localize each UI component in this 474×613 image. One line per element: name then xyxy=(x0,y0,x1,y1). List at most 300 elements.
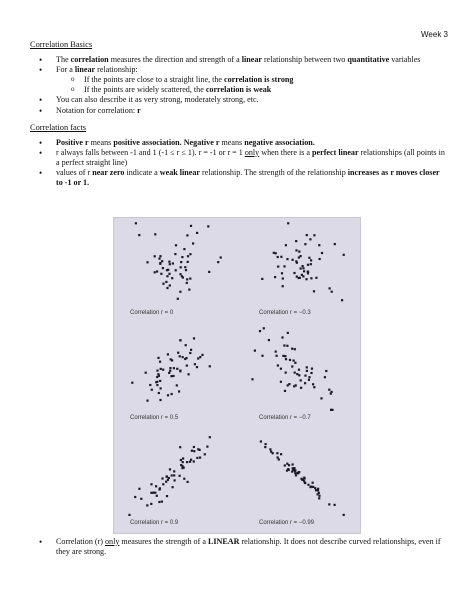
scatter-point xyxy=(298,277,300,279)
scatter-point xyxy=(150,492,152,494)
scatter-point xyxy=(263,327,265,329)
scatter-point xyxy=(171,359,173,361)
scatter-point xyxy=(179,446,181,448)
scatter-point xyxy=(298,369,300,371)
scatter-point xyxy=(172,375,174,377)
scatter-point xyxy=(300,478,302,480)
scatter-point xyxy=(171,393,173,395)
scatter-point xyxy=(308,379,310,381)
scatter-point xyxy=(321,252,323,254)
scatter-point xyxy=(286,345,288,347)
scatter-point xyxy=(171,277,173,279)
scatter-point xyxy=(196,457,198,459)
scatter-point xyxy=(275,252,277,254)
scatter-point xyxy=(155,485,157,487)
scatter-point xyxy=(162,369,164,371)
scatter-point xyxy=(190,459,192,461)
scatter-point xyxy=(181,256,183,258)
scatter-point xyxy=(159,487,161,489)
scatter-point xyxy=(185,344,187,346)
scatter-point xyxy=(128,514,130,516)
scatter-point xyxy=(169,367,171,369)
scatter-point xyxy=(273,252,275,254)
scatter-point xyxy=(288,464,290,466)
scatter-point xyxy=(304,382,306,384)
facts-list xyxy=(30,138,446,188)
scatter-point xyxy=(196,232,198,234)
scatter-point xyxy=(315,277,317,279)
scatter-point xyxy=(312,383,314,385)
scatter-point xyxy=(186,282,188,284)
scatter-point xyxy=(259,330,261,332)
scatter-panel xyxy=(259,440,345,526)
scatter-point xyxy=(310,372,312,374)
scatter-point xyxy=(296,373,298,375)
scatter-point xyxy=(292,469,294,471)
scatter-point xyxy=(182,356,184,358)
scatter-point xyxy=(166,495,168,497)
scatter-point xyxy=(206,446,208,448)
scatter-point xyxy=(292,259,294,261)
scatter-point xyxy=(277,456,279,458)
scatter-point xyxy=(264,446,266,448)
scatter-point xyxy=(201,354,203,356)
scatter-point xyxy=(265,443,267,445)
scatter-point xyxy=(187,261,189,263)
scatter-point xyxy=(185,269,187,271)
sub-list xyxy=(56,75,446,95)
scatter-point xyxy=(152,492,154,494)
scatter-point xyxy=(182,461,184,463)
scatter-point xyxy=(334,243,336,245)
scatter-point xyxy=(175,269,177,271)
scatter-point xyxy=(285,244,287,246)
scatter-panel xyxy=(128,436,211,526)
scatter-point xyxy=(287,222,289,224)
scatter-point xyxy=(190,349,192,351)
scatter-point xyxy=(162,283,164,285)
scatter-point xyxy=(270,451,272,453)
scatter-point xyxy=(187,255,189,257)
sub-list-item: o If the points are widely scattered, the correlation is weak xyxy=(56,85,446,95)
scatter-point xyxy=(220,256,222,258)
scatter-point xyxy=(281,272,283,274)
scatter-point xyxy=(331,291,333,293)
scatter-point xyxy=(190,225,192,227)
scatter-point xyxy=(173,367,175,369)
scatter-point xyxy=(171,474,173,476)
scatter-point xyxy=(196,366,198,368)
scatter-panel xyxy=(259,222,345,316)
panel-label: Correlation r = −0.99 xyxy=(259,520,315,526)
scatter-point xyxy=(156,270,158,272)
scatter-point xyxy=(189,278,191,280)
scatter-point xyxy=(176,384,178,386)
scatter-point xyxy=(174,253,176,255)
scatter-point xyxy=(293,360,295,362)
list-item: • Notation for correlation: r xyxy=(30,106,446,116)
scatter-point xyxy=(146,261,148,263)
list-item: • The correlation measures the direction and strength of a linear relationship between two quantitative variables xyxy=(30,55,446,65)
scatter-point xyxy=(312,482,314,484)
scatter-point xyxy=(300,379,302,381)
scatter-point xyxy=(283,344,285,346)
scatter-point xyxy=(284,464,286,466)
scatter-point xyxy=(186,278,188,280)
scatter-point xyxy=(325,370,327,372)
scatter-point xyxy=(298,256,300,258)
scatter-point xyxy=(260,440,262,442)
scatter-point xyxy=(193,450,195,452)
scatter-point xyxy=(161,501,163,503)
panel-label: Correlation r = −0.3 xyxy=(259,310,311,316)
scatter-point xyxy=(180,261,182,263)
scatter-point xyxy=(140,498,142,500)
scatter-point xyxy=(207,225,209,227)
scatter-point xyxy=(305,278,307,280)
scatter-point xyxy=(156,370,158,372)
scatter-point xyxy=(184,266,186,268)
scatter-point xyxy=(294,372,296,374)
scatter-point xyxy=(165,281,167,283)
scatter-point xyxy=(160,368,162,370)
scatter-point xyxy=(329,287,331,289)
scatter-point xyxy=(186,365,188,367)
basics-list xyxy=(30,55,446,116)
scatter-point xyxy=(134,496,136,498)
scatter-point xyxy=(138,488,140,490)
scatter-point xyxy=(173,470,175,472)
scatter-point xyxy=(169,370,171,372)
scatter-point xyxy=(295,249,297,251)
scatter-point xyxy=(289,359,291,361)
scatter-point xyxy=(186,461,188,463)
scatter-point xyxy=(187,481,189,483)
scatter-point xyxy=(172,262,174,264)
scatter-point xyxy=(189,253,191,255)
scatter-point xyxy=(319,258,321,260)
scatter-point xyxy=(304,243,306,245)
scatter-point xyxy=(158,501,160,503)
scatter-point xyxy=(317,489,319,491)
scatter-point xyxy=(313,386,315,388)
scatter-point xyxy=(310,259,312,261)
scatter-point xyxy=(193,446,195,448)
scatter-point xyxy=(302,267,304,269)
scatter-point xyxy=(179,475,181,477)
scatter-point xyxy=(306,370,308,372)
list-item: • r always falls between -1 and 1 (-1 ≤ r ≤ 1). r = -1 or r = 1 only when there is a perfect linear relationships (all points in a perfect straight line) xyxy=(30,148,446,168)
scatter-point xyxy=(186,234,188,236)
scatter-point xyxy=(341,299,343,301)
scatter-point xyxy=(343,254,345,256)
scatter-point xyxy=(304,482,306,484)
scatter-point xyxy=(179,339,181,341)
scatter-point xyxy=(298,374,300,376)
scatter-point xyxy=(324,376,326,378)
scatter-point xyxy=(175,244,177,246)
scatter-point xyxy=(312,486,314,488)
scatter-point xyxy=(192,242,194,244)
list-item: • For a linear relationship: o If the points are close to a straight line, the correlation is strong o If the points are widely scattered, the correlation is weak xyxy=(30,65,446,95)
scatter-point xyxy=(176,368,178,370)
scatter-point xyxy=(278,458,280,460)
scatter-point xyxy=(183,248,185,250)
scatter-point xyxy=(183,478,185,480)
scatter-point xyxy=(313,290,315,292)
scatter-point xyxy=(287,332,289,334)
scatter-point xyxy=(179,355,181,357)
closing-note xyxy=(30,537,446,557)
panel-label: Correlation r = 0.5 xyxy=(130,415,179,421)
scatter-point xyxy=(166,476,168,478)
list-item: • Positive r means positive association. Negative r means negative association. xyxy=(30,138,446,148)
panel-label: Correlation r = 0 xyxy=(130,310,174,316)
scatter-point xyxy=(157,373,159,375)
scatter-point xyxy=(284,355,286,357)
scatter-point xyxy=(180,464,182,466)
scatter-point xyxy=(166,287,168,289)
scatter-point xyxy=(280,453,282,455)
scatter-point xyxy=(156,384,158,386)
scatter-point xyxy=(167,394,169,396)
scatter-point xyxy=(308,257,310,259)
scatterplot-figure xyxy=(113,217,361,534)
scatter-point xyxy=(296,472,298,474)
scatter-point xyxy=(155,381,157,383)
scatter-point xyxy=(277,364,279,366)
scatter-point xyxy=(183,467,185,469)
scatter-point xyxy=(300,387,302,389)
scatter-point xyxy=(282,285,284,287)
scatter-point xyxy=(277,256,279,258)
scatter-point xyxy=(170,375,172,377)
scatter-point xyxy=(199,457,201,459)
scatter-point xyxy=(194,363,196,365)
scatter-point xyxy=(283,265,285,267)
scatter-point xyxy=(318,495,320,497)
scatter-point xyxy=(304,375,306,377)
scatter-panel xyxy=(251,327,333,421)
panel-label: Correlation r = −0.7 xyxy=(259,415,311,421)
scatter-point xyxy=(307,271,309,273)
scatter-panel xyxy=(130,337,211,421)
scatter-point xyxy=(307,264,309,266)
scatter-point xyxy=(294,472,296,474)
scatter-point xyxy=(149,384,151,386)
scatter-point xyxy=(189,352,191,354)
scatter-point xyxy=(162,483,164,485)
scatter-point xyxy=(276,452,278,454)
scatter-point xyxy=(280,368,282,370)
scatter-point xyxy=(158,258,160,260)
scatter-point xyxy=(291,348,293,350)
scatter-point xyxy=(161,477,163,479)
scatter-point xyxy=(310,486,312,488)
scatter-point xyxy=(191,450,193,452)
scatter-point xyxy=(158,392,160,394)
scatter-point xyxy=(160,273,162,275)
scatter-point xyxy=(178,390,180,392)
scatter-point xyxy=(146,504,148,506)
scatter-point xyxy=(261,355,263,357)
scatter-point xyxy=(310,277,312,279)
scatter-point xyxy=(254,350,256,352)
scatter-point xyxy=(302,275,304,277)
scatter-point xyxy=(309,238,311,240)
scatter-point xyxy=(160,387,162,389)
scatter-point xyxy=(328,389,330,391)
scatter-point xyxy=(302,265,304,267)
scatter-point xyxy=(318,497,320,499)
scatter-point xyxy=(179,291,181,293)
scatter-point xyxy=(138,234,140,236)
scatter-point xyxy=(331,409,333,411)
scatter-point xyxy=(311,368,313,370)
scatter-point xyxy=(275,351,277,353)
scatter-point xyxy=(292,463,294,465)
scatter-point xyxy=(277,266,279,268)
scatter-point xyxy=(146,400,148,402)
scatter-point xyxy=(193,460,195,462)
scatter-point xyxy=(287,384,289,386)
scatter-point xyxy=(168,261,170,263)
scatter-point xyxy=(285,358,287,360)
scatter-point xyxy=(180,459,182,461)
scatter-point xyxy=(287,468,289,470)
scatter-point xyxy=(320,397,322,399)
scatter-point xyxy=(184,358,186,360)
scatter-point xyxy=(282,355,284,357)
scatter-point xyxy=(209,436,211,438)
scatter-point xyxy=(307,484,309,486)
scatter-point xyxy=(188,289,190,291)
scatter-point xyxy=(179,370,181,372)
scatter-point xyxy=(168,372,170,374)
scatter-point xyxy=(150,483,152,485)
list-item: • You can also describe it as very strong, moderately strong, etc. xyxy=(30,95,446,105)
scatter-point xyxy=(166,269,168,271)
scatter-point xyxy=(161,260,163,262)
scatter-point xyxy=(282,277,284,279)
scatter-point xyxy=(281,336,283,338)
scatter-point xyxy=(197,448,199,450)
scatter-point xyxy=(294,362,296,364)
scatter-point xyxy=(285,372,287,374)
scatter-point xyxy=(131,382,133,384)
scatter-point xyxy=(280,381,282,383)
scatter-point xyxy=(306,366,308,368)
scatter-point xyxy=(145,372,147,374)
scatter-point xyxy=(274,276,276,278)
scatter-point xyxy=(165,481,167,483)
scatter-point xyxy=(156,495,158,497)
scatter-point xyxy=(208,271,210,273)
closing-list xyxy=(30,537,446,557)
scatter-point xyxy=(135,222,137,224)
scatter-point xyxy=(166,275,168,277)
section-title-basics: Correlation Basics xyxy=(30,40,93,49)
scatter-point xyxy=(172,486,174,488)
scatter-point xyxy=(284,390,286,392)
scatter-point xyxy=(204,453,206,455)
scatter-point xyxy=(154,271,156,273)
scatter-point xyxy=(182,276,184,278)
scatter-point xyxy=(154,233,156,235)
scatter-point xyxy=(343,514,345,516)
scatter-point xyxy=(169,263,171,265)
scatter-point xyxy=(280,256,282,258)
scatter-point xyxy=(291,365,293,367)
scatter-point xyxy=(177,352,179,354)
scatter-point xyxy=(303,270,305,272)
scatter-point xyxy=(154,255,156,257)
scatter-point xyxy=(269,448,271,450)
scatter-point xyxy=(173,474,175,476)
scatter-point xyxy=(317,493,319,495)
scatter-point xyxy=(298,251,300,253)
scatter-point xyxy=(251,378,253,380)
scatter-point xyxy=(315,489,317,491)
list-item: • values of r near zero indicate a weak linear relationship. The strength of the relationship increases as r moves closer to -1 or 1. xyxy=(30,168,446,188)
scatter-point xyxy=(174,479,176,481)
scatter-point xyxy=(159,361,161,363)
scatter-point xyxy=(159,399,161,401)
panel-label: Correlation r = 0.9 xyxy=(130,520,179,526)
scatter-point xyxy=(293,272,295,274)
scatter-point xyxy=(151,389,153,391)
scatter-point xyxy=(177,298,179,300)
scatter-point xyxy=(150,503,152,505)
scatter-point xyxy=(294,348,296,350)
scatter-point xyxy=(331,391,333,393)
scatter-point xyxy=(296,262,298,264)
scatter-point xyxy=(328,503,330,505)
scatter-point xyxy=(197,357,199,359)
scatter-point xyxy=(268,339,270,341)
scatter-point xyxy=(157,357,159,359)
scatter-point xyxy=(310,263,312,265)
scatter-point xyxy=(159,255,161,257)
list-item: • Correlation (r) only measures the strength of a LINEAR relationship. It does not describe curved relationships, even if they are strong. xyxy=(30,537,446,557)
scatter-point xyxy=(293,385,295,387)
week-label: Week 3 xyxy=(421,30,448,39)
scatter-point xyxy=(189,461,191,463)
scatter-point xyxy=(159,380,161,382)
scatterplot-panels xyxy=(114,218,360,533)
scatter-point xyxy=(209,365,211,367)
scatter-point xyxy=(295,474,297,476)
scatter-panel xyxy=(130,222,222,316)
scatter-point xyxy=(276,355,278,357)
scatter-point xyxy=(199,356,201,358)
scatter-point xyxy=(217,261,219,263)
scatter-point xyxy=(167,353,169,355)
scatter-point xyxy=(193,337,195,339)
scatter-point xyxy=(168,477,170,479)
scatter-point xyxy=(308,376,310,378)
scatter-point xyxy=(313,234,315,236)
scatter-point xyxy=(306,234,308,236)
scatter-point xyxy=(169,468,171,470)
scatter-point xyxy=(286,258,288,260)
scatter-point xyxy=(188,373,190,375)
scatter-point xyxy=(296,276,298,278)
scatter-point xyxy=(303,477,305,479)
scatter-point xyxy=(314,487,316,489)
scatter-point xyxy=(261,278,263,280)
scatter-point xyxy=(169,284,171,286)
